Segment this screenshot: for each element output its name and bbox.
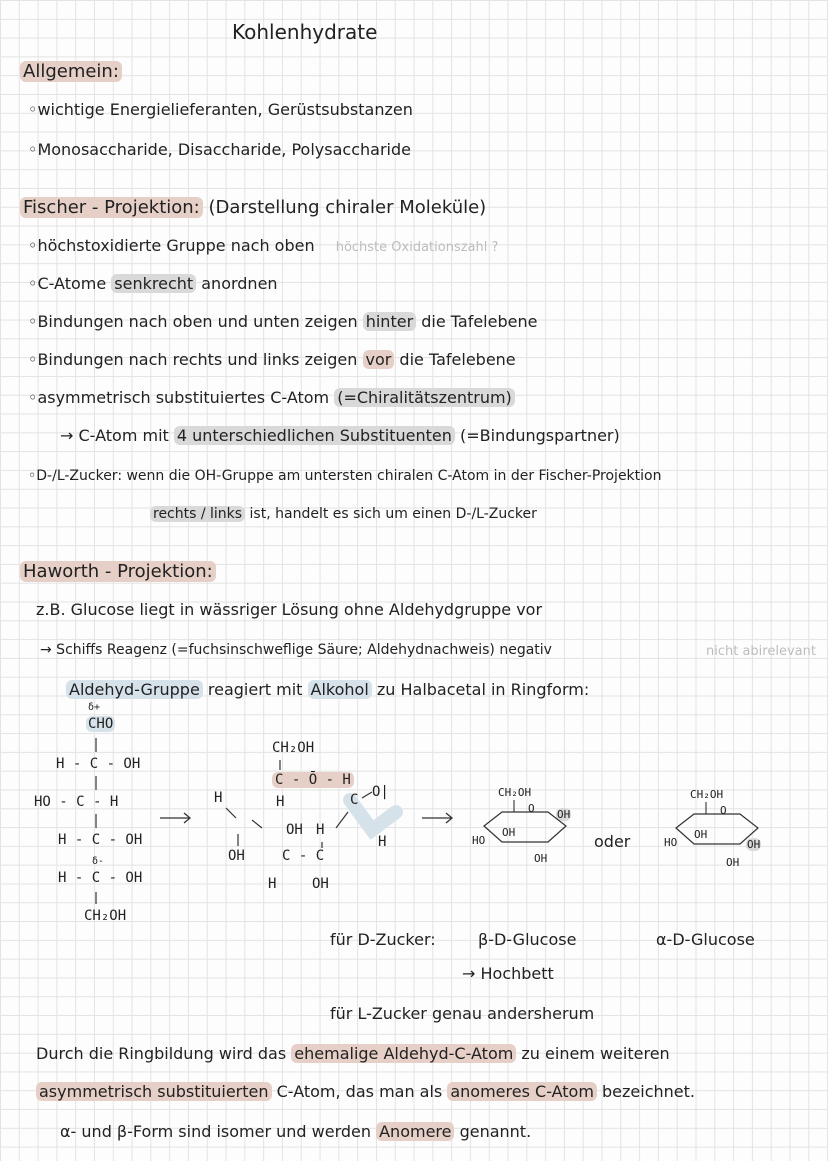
- line-text: reagiert mit: [202, 680, 308, 699]
- carbonyl-o: O|: [372, 784, 389, 800]
- beta-ring-ch2oh: CH₂OH: [498, 786, 532, 799]
- open-chain-cc: C - C: [282, 848, 325, 864]
- bullet-text: die Tafelebene: [394, 350, 516, 369]
- fischer-row: CH₂OH: [84, 908, 127, 924]
- anomeric-oh: OH: [747, 838, 761, 851]
- highlight: asymmetrisch substituierten: [36, 1082, 272, 1101]
- fischer-bullet-5: [28, 388, 515, 408]
- line-text: bezeichnet.: [596, 1082, 695, 1101]
- fischer-row: H - C - OH: [58, 870, 143, 886]
- label-alpha: α-D-Glucose: [656, 930, 755, 949]
- ring-oh: OH: [694, 828, 708, 841]
- highlight: anomeres C-Atom: [447, 1082, 597, 1101]
- fischer-subtitle: (Darstellung chiraler Moleküle): [208, 197, 487, 218]
- ring-ho: HO: [472, 834, 486, 847]
- line-text: → Schiffs Reagenz (=fuchsinschweflige Säure; Aldehydnachweis) negativ: [40, 642, 552, 658]
- heading-highlight: Allgemein:: [20, 61, 122, 82]
- fischer-bullet-4: [28, 350, 516, 370]
- highlight: (=Chiralitätszentrum): [334, 388, 515, 407]
- highlight: vor: [363, 350, 395, 369]
- line-text: Durch die Ringbildung wird das: [36, 1044, 292, 1063]
- side-note: nicht abirelevant: [706, 644, 816, 659]
- highlight: hinter: [363, 312, 416, 331]
- bullet-text: die Tafelebene: [416, 312, 538, 331]
- aldehyde-group: CHO: [88, 716, 114, 732]
- bullet-text: ist, handelt es sich um einen D-/L-Zucker: [245, 506, 537, 522]
- atom-h: H: [268, 876, 277, 892]
- line-text: zu einem weiteren: [516, 1044, 670, 1063]
- section-heading-allgemein: [20, 62, 122, 82]
- atom-oh: OH: [286, 822, 303, 838]
- ring-oh: OH: [502, 826, 516, 839]
- delta-minus-label: δ-: [92, 856, 105, 867]
- conclusion-line-1: [36, 1044, 670, 1064]
- ring-oxygen: O: [528, 802, 535, 815]
- fischer-bullet-6: [60, 426, 620, 446]
- section-heading-fischer: [20, 198, 486, 218]
- heading-highlight: Fischer - Projektion:: [20, 197, 203, 218]
- list-item: ◦ wichtige Energielieferanten, Gerüstsubstanzen: [28, 100, 413, 120]
- highlight: ehemalige Aldehyd-C-Atom: [291, 1044, 516, 1063]
- ring-oh: OH: [726, 856, 740, 869]
- ring-oxygen: O: [720, 804, 727, 817]
- line-text: genannt.: [454, 1122, 532, 1141]
- side-note: höchste Oxidationszahl ?: [335, 240, 499, 255]
- alpha-ring-ch2oh: CH₂OH: [690, 788, 724, 801]
- delta-plus-label: δ+: [88, 702, 101, 713]
- label-fuer-d: für D-Zucker:: [330, 930, 436, 949]
- line-text: α- und β-Form sind isomer und werden: [60, 1122, 377, 1141]
- highlight: C - Ō - H: [272, 772, 354, 788]
- atom-oh: OH: [312, 876, 329, 892]
- highlight: Alkohol: [308, 680, 372, 699]
- bullet-text: anordnen: [196, 274, 278, 293]
- atom-h: H: [378, 834, 387, 850]
- bullet-text: (=Bindungspartner): [454, 426, 620, 445]
- fischer-bullet-7: [28, 466, 661, 486]
- fischer-bullet-7-cont: [150, 504, 537, 524]
- bullet-text: ◦ Bindungen nach rechts und links zeigen: [28, 350, 363, 369]
- atom-h: H: [214, 790, 223, 806]
- atom-h: H: [316, 822, 325, 838]
- highlight: Anomere: [376, 1122, 454, 1141]
- bullet-text: → C-Atom mit: [60, 426, 174, 445]
- fischer-row: HO - C - H: [34, 794, 119, 810]
- label-hochbett: → Hochbett: [462, 964, 554, 983]
- bullet-text: ◦ Bindungen nach oben und unten zeigen: [28, 312, 363, 331]
- line-text: C-Atom, das man als: [271, 1082, 448, 1101]
- conclusion-line-2: [36, 1082, 695, 1102]
- bullet-text: ◦ D-/L-Zucker: wenn die OH-Gruppe am untersten chiralen C-Atom in der Fischer-Projektion: [28, 468, 661, 484]
- atom-oh: OH: [228, 848, 245, 864]
- carbonyl-c: C: [350, 792, 359, 808]
- fischer-bullet-1: [28, 236, 498, 258]
- highlight: senkrecht: [111, 274, 196, 293]
- open-chain-ch2oh: CH₂OH: [272, 740, 315, 756]
- fischer-bullet-3: [28, 312, 537, 332]
- bullet-text: ◦ höchstoxidierte Gruppe nach oben: [28, 236, 315, 255]
- conclusion-line-3: [60, 1122, 531, 1142]
- heading-highlight: Haworth - Projektion:: [20, 561, 216, 582]
- oder-label: oder: [594, 832, 631, 851]
- highlight: 4 unterschiedlichen Substituenten: [174, 426, 455, 445]
- highlight: rechts / links: [150, 506, 245, 522]
- haworth-line-3: [66, 680, 589, 700]
- page-title: Kohlenhydrate: [232, 20, 378, 44]
- bullet-text: ◦ asymmetrisch substituiertes C-Atom: [28, 388, 334, 407]
- anomeric-oh: OH: [557, 808, 571, 821]
- fischer-row: H - C - OH: [56, 756, 141, 772]
- line-text: zu Halbacetal in Ringform:: [371, 680, 590, 699]
- section-heading-haworth: [20, 562, 216, 582]
- fischer-row: H - C - OH: [58, 832, 143, 848]
- ring-oh: OH: [534, 852, 548, 865]
- fischer-bullet-2: [28, 274, 278, 294]
- haworth-line-2: [40, 640, 552, 660]
- label-fuer-l: für L-Zucker genau andersherum: [330, 1004, 595, 1023]
- open-chain-ether: [272, 772, 354, 788]
- ring-ho: HO: [664, 836, 678, 849]
- label-beta: β-D-Glucose: [478, 930, 577, 949]
- alpha-glucose-ring: [0, 0, 1, 1]
- highlight: Aldehyd-Gruppe: [66, 680, 203, 699]
- atom-h: H: [276, 794, 285, 810]
- haworth-line-1: z.B. Glucose liegt in wässriger Lösung ohne Aldehydgruppe vor: [36, 600, 543, 619]
- bullet-text: ◦ C-Atome: [28, 274, 111, 293]
- list-item: ◦ Monosaccharide, Disaccharide, Polysaccharide: [28, 140, 411, 160]
